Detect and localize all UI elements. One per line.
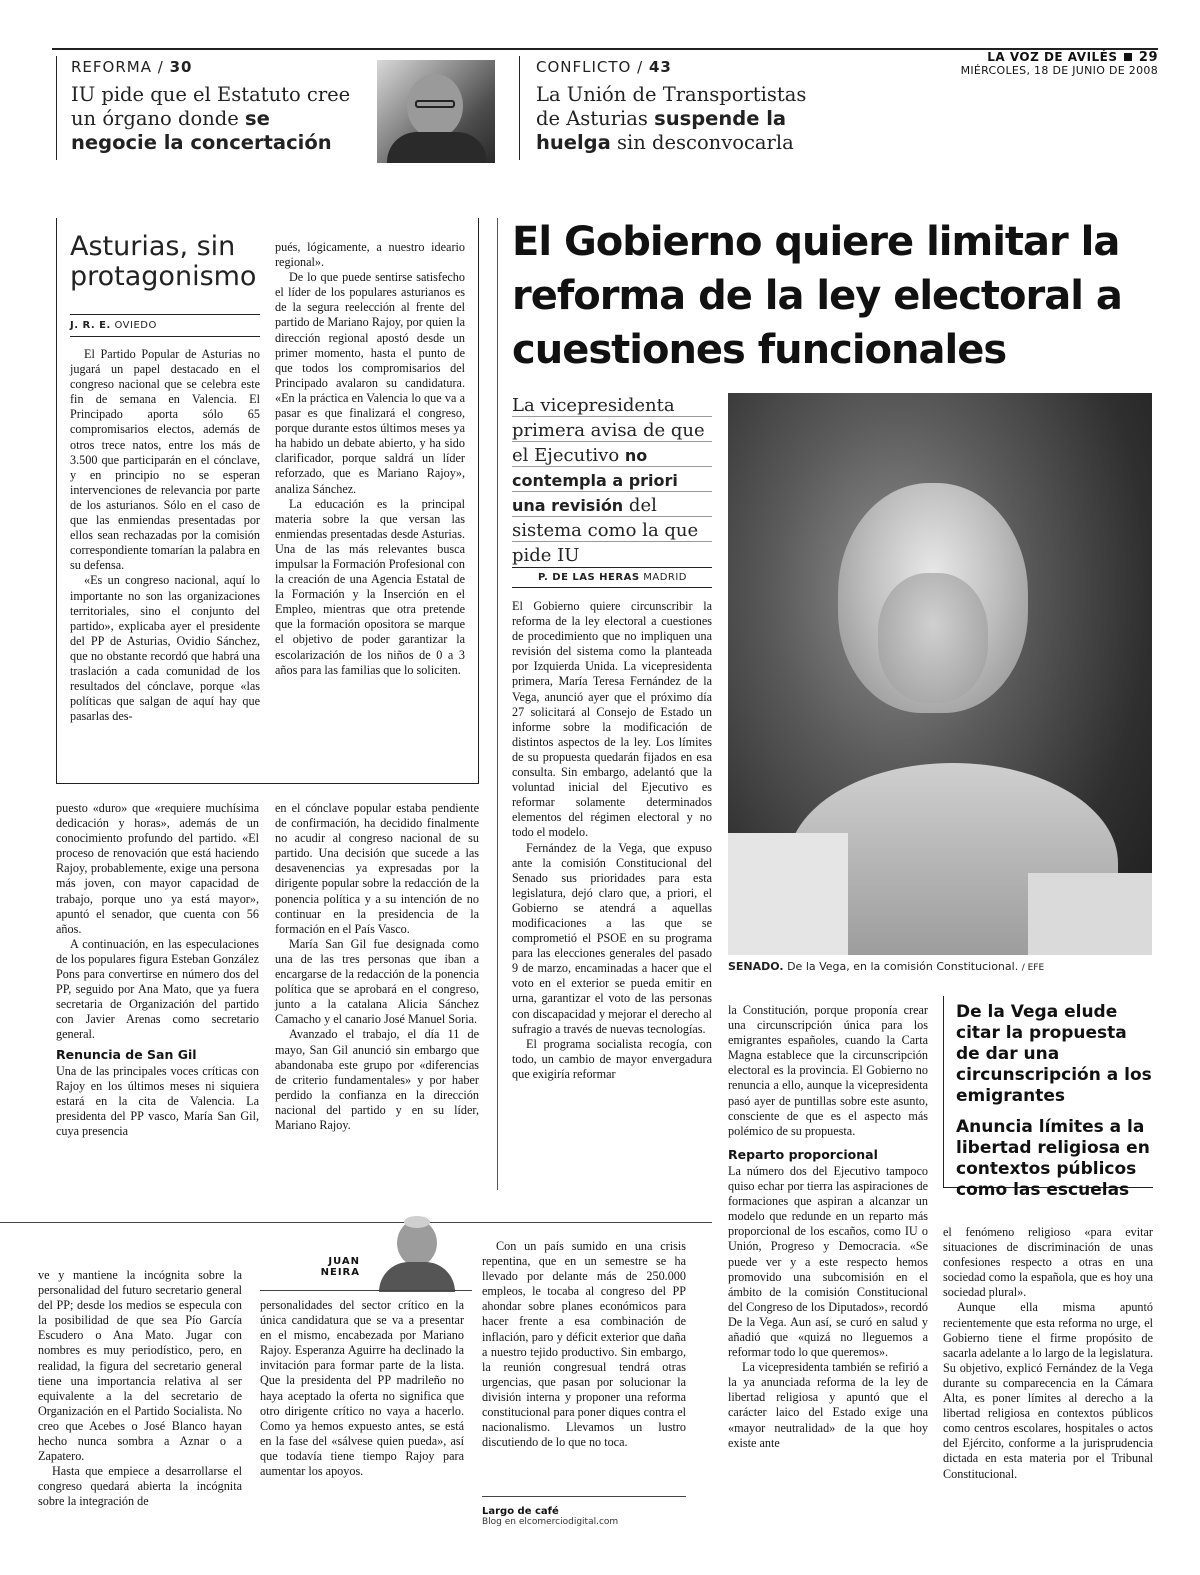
paragraph: la Constitución, porque proponía crear una circunscripción única para los emigrantes españoles, cuando la Carta Magna establece que la circunscripción electoral es la provincia. El Gobierno no renuncia a ello, aunque la vicepresidenta pasó ayer de puntillas sobre este asunto, consciente de que es el aspecto más polémico de su propuesta. [728, 1003, 928, 1138]
paragraph: en el cónclave popular estaba pendiente de confirmación, ha decidido finalmente no acudir al congreso nacional de su partido. Una decisión que sucede a las desavenencias ya expresadas por la dirigente popular sobre la redacción de la ponencia política y a su intención de no continuar en la presidencia de la formación en el País Vasco. [275, 801, 479, 936]
caption-text: De la Vega, en la comisión Constitucional. [787, 960, 1019, 973]
sidebar-article [70, 232, 260, 724]
paragraph: personalidades del sector crítico en la única candidatura que se va a presentar en el mismo, encabezada por Mariano Rajoy. Esperanza Aguirre ha declinado la invitación para formar parte de la lista. Que la presidenta del PP madrileño no haya aceptado la oferta no significa que otro dirigente crítico no vaya a hacerlo. Como ya hemos expuesto antes, se está en la fase del «sálvese quien pueda», así que todavía tiene tiempo Rajoy para aumentar los apoyos. [260, 1298, 464, 1479]
teaser-text-plain: IU pide que el Estatuto cree un órgano donde [71, 83, 351, 130]
paragraph: El Partido Popular de Asturias no jugará un papel destacado en el congreso nacional que se celebra este fin de semana en Valencia. El Principado aporta sólo 65 compromisarios electos, además de otros trece natos, entre los más de 3.500 que participarán en el cónclave, y en principio no se esperan intervenciones de relevancia por parte de los asturianos. Sólo en el caso de que las enmiendas presentadas por ellos sean rechazadas por la comisión correspondiente tomarían la palabra en su defensa. [70, 347, 260, 573]
caption-credit: / EFE [1021, 963, 1045, 973]
main-col2 [728, 1003, 928, 1451]
teaser-section: CONFLICTO [536, 58, 632, 76]
paragraph: A continuación, en las especulaciones de los populares figura Esteban González Pons para convertirse en número dos del PP, seguido por Ana Mato, que ya fuera secretaria de Organización del partido con Javier Arenas como secretario general. [56, 936, 259, 1042]
blog-link[interactable]: Blog en elcomerciodigital.com [482, 1517, 619, 1527]
paragraph: La educación es la principal materia sobre la que versan las enmiendas presentadas desde Asturias. Una de las más relevantes busca impulsar la Formación Profesional con la creación de una Agencia Estatal de la Formación y la Inserción en el Empleo, mientras que otra pretende que la formación opositora se marque el objetivo de poder garantizar la escolarización de los niños de 0 a 3 años para las familias que lo soliciten. [275, 496, 465, 677]
author-last: NEIRA [320, 1267, 360, 1278]
paragraph: Una de las principales voces críticas con Rajoy en los últimos meses ni siquiera estará en la cita de Valencia. La presidenta del PP vasco, María San Gil, cuya presencia [56, 1063, 259, 1138]
main-byline [512, 567, 712, 588]
paragraph: De lo que puede sentirse satisfecho el líder de los populares asturianos es de la segura reelección al frente del partido de Mariano Rajoy, por quien la dirección regional apostó desde un primer momento, hasta el punto de que todos los compromisarios del Principado avalaron su candidatura. «En la práctica en Valencia lo que va a pasar es que finalizará el congreso, porque durante estos últimos meses ya ha habido un debate abierto, y ha sido clarificador, porque saldrá un líder reforzado, que es Mariano Rajoy», analiza Sánchez. [275, 270, 465, 496]
paragraph: «Es un congreso nacional, aquí lo importante no son las organizaciones territoriales, sino el conjunto del partido», explicaba ayer el presidente del PP de Asturias, Ovidio Sánchez, que no obstante recordó que habrá una traslación a cada comunidad de los resultados del cónclave, porque «las políticas que salgan de aquí hay que pasarlas des- [70, 573, 260, 724]
subhead: Reparto proporcional [728, 1146, 878, 1162]
column-col1 [38, 1268, 242, 1510]
side-points-box [943, 996, 1153, 1200]
teaser-text-bold: se negocie la concertación [71, 107, 332, 154]
sidebar-col2 [275, 240, 465, 678]
paragraph: El programa socialista recogía, con todo, un cambio de mayor envergadura que exigiría reformar [512, 1036, 712, 1081]
paragraph: María San Gil fue designada como una de las tres personas que iban a encargarse de la redacción de la ponencia política que se aprobará en el congreso, junto a la catalana Alicia Sánchez Camacho y el canario José Manuel Soria. [275, 936, 479, 1027]
column-portrait [367, 1212, 467, 1292]
photo-caption [728, 960, 1152, 973]
teaser-text [536, 83, 836, 155]
blog-title: Largo de café [482, 1506, 559, 1517]
paragraph: El Gobierno quiere circunscribir la reforma de la ley electoral a cuestiones de procedimiento que no impliquen una revisión del sistema como la planteada por Izquierda Unida. La vicepresidenta primera, María Teresa Fernández de la Vega, anunció ayer que el próximo día 27 solicitará al Consejo de Estado un informe sobre la modificación de distintos aspectos de la ley. Los límites de su propuesta quedarán fijados en esa consulta. Sin embargo, adelantó que la voluntad inicial del Ejecutivo es reformar solamente determinados elementos del régimen electoral y no todo el modelo. [512, 599, 712, 840]
deck-plain: del sistema como la que pide IU [512, 495, 699, 566]
sidebar-byline [70, 314, 260, 337]
byline-author: P. DE LAS HERAS [538, 572, 640, 583]
column-divider [497, 218, 498, 1190]
left-cont-col2 [275, 801, 479, 1133]
deck-bold: no contempla a priori una revisión [512, 446, 678, 515]
teaser-reforma[interactable] [56, 56, 356, 160]
paragraph: Fernández de la Vega, que expuso ante la comisión Constitucional del Senado sus prioridades para esta legislatura, dejó claro que, a priori, el Gobierno se atendrá a aquellas modificaciones a las que se comprometió el PSOE en su programa para las elecciones generales del pasado 9 de marzo, encaminadas a hacer que el voto en el exterior se pueda emitir en urna, garantizar el voto de las personas con discapacidad y mejorar el derecho al sufragio a través de nuevas tecnologías. [512, 840, 712, 1036]
teaser-page: 30 [169, 58, 193, 76]
teaser-text [71, 83, 351, 155]
byline-author: J. R. E. [70, 320, 111, 331]
paragraph: pués, lógicamente, a nuestro ideario regional». [275, 240, 465, 270]
page-square-icon [1124, 53, 1132, 61]
column-top-rule [0, 1222, 712, 1223]
teaser-text-plain: La Unión de Transportistas de Asturias [536, 83, 807, 130]
side-point-2: Anuncia límites a la libertad religiosa en contextos públicos como las escuelas [956, 1117, 1150, 1200]
paragraph: ve y mantiene la incógnita sobre la personalidad del futuro secretario general del PP; desde los medios se especula con la posibilidad de que sea Pío García Escudero o Ana Mato. Jugar con nombres es muy periodístico, pero, en realidad, la figura del secretario general tiene una importancia relativa al ser equivalente a la del secretario de Organización en el Partido Socialista. No creo que Acebes o José Blanco hayan hecho nunca sombra a Aznar o a Zapatero. [38, 1268, 242, 1464]
caption-label: SENADO. [728, 960, 784, 973]
teaser-page: 43 [648, 58, 672, 76]
teaser-text-plain: sin desconvocarla [610, 131, 794, 154]
teaser-label: REFORMA / 30 [71, 58, 193, 76]
main-headline: El Gobierno quiere limitar la reforma de la ley electoral a cuestiones funcionales [512, 219, 1122, 373]
column-blog[interactable] [482, 1506, 686, 1527]
paragraph: Avanzado el trabajo, el día 11 de mayo, San Gil anunció sin embargo que abandonaba este grupo por «diferencias de criterio fundamentales» y por haber perdido la confianza en la dirección nacional del partido y en su líder, Mariano Rajoy. [275, 1027, 479, 1132]
teaser-text-bold: suspende la huelga [536, 107, 787, 154]
masthead [858, 50, 1158, 77]
issue-date: MIÉRCOLES, 18 DE JUNIO DE 2008 [960, 64, 1158, 77]
main-col1 [512, 599, 712, 1082]
paragraph: Hasta que empiece a desarrollarse el congreso quedará abierta la incógnita sobre la integración de [38, 1464, 242, 1509]
teaser-portrait [377, 60, 495, 163]
byline-location: OVIEDO [114, 320, 157, 331]
paragraph: el fenómeno religioso «para evitar situaciones de discriminación de unas confesiones respecto a otras en una sociedad como la española, que es hoy una sociedad plural». [943, 1225, 1153, 1300]
column-author [300, 1256, 360, 1278]
main-col3 [943, 1225, 1153, 1482]
deck-plain: La vicepresidenta primera avisa de que el Ejecutivo [512, 395, 705, 466]
byline-location: MADRID [643, 572, 687, 583]
blog-rule [482, 1496, 686, 1497]
teaser-conflicto[interactable] [519, 56, 849, 160]
column-col3 [482, 1239, 686, 1450]
left-cont-col1 [56, 801, 259, 1139]
deck-rules [512, 392, 712, 542]
teaser-label: CONFLICTO / 43 [536, 58, 672, 76]
paragraph: puesto «duro» que «requiere muchísima dedicación y horas», además de un conocimiento profundo del partido. «El proceso de renovación que está haciendo Rajoy, probablemente, exige una persona más joven, con mayor capacidad de trabajo, porque uno ya está mayor», apuntó el senador, que cuenta con 56 años. [56, 801, 259, 936]
paragraph: Con un país sumido en una crisis repentina, que en un semestre se ha llevado por delante más de 250.000 empleos, le tocaba al congreso del PP ahondar sobre planes económicos para hacer frente a esa combinación de inflación, paro y déficit exterior que daña a nuestro tejido productivo. Sin embargo, la reunión congresual tendrá otras urgencias, que pasan por solucionar la división interna y proponer una reforma constitucional para poner diques contra el nacionalismo. Llevamos un lustro discutiendo de lo que no toca. [482, 1239, 686, 1450]
teaser-section: REFORMA [71, 58, 152, 76]
subhead: Renuncia de San Gil [56, 1046, 197, 1062]
author-first: JUAN [328, 1256, 360, 1267]
column-col2 [260, 1298, 464, 1479]
paragraph: La número dos del Ejecutivo tampoco quiso echar por tierra las aspiraciones de formaciones que aspiran a alcanzar un modelo que redunde en un reparto más proporcional de los escaños, como IU o Unión, Progreso y Democracia. «Se puede ver y a este respecto hemos promovido una subcomisión en el ámbito de la comisión Constitucional del Congreso de los Diputados», recordó De la Vega. Aun así, se curó en salud y añadió que «quizá no lleguemos a reformar todo lo que queremos». [728, 1163, 928, 1360]
paragraph: La vicepresidenta también se refirió a la ya anunciada reforma de la ley de libertad religiosa y apuntó que el carácter laico del Estado exige una «mayor neutralidad» de la que hoy existe ante [728, 1360, 928, 1450]
side-point-1: De la Vega elude citar la propuesta de dar una circunscripción a los emigrantes [956, 1002, 1152, 1106]
paragraph: Aunque ella misma apuntó recientemente que esta reforma no urge, el Gobierno tiene el firme propósito de sacarla adelante a lo largo de la legislatura. Su objetivo, explicó Fernández de la Vega durante su comparecencia en la Cámara Alta, es poner límites al derecho a la libertad religiosa en contextos públicos como centros escolares, hospitales o actos del Ejército, conforme a la jurisprudencia dictada en esta materia por el Tribunal Constitucional. [943, 1300, 1153, 1481]
main-photo[interactable] [728, 393, 1152, 955]
paper-name: LA VOZ DE AVILÉS [987, 50, 1118, 64]
page-number: 29 [1138, 50, 1158, 65]
column-portrait-rule [260, 1290, 472, 1291]
sidebar-title: Asturias, sin protagonismo [70, 231, 257, 292]
sidebar-col1 [70, 347, 260, 724]
